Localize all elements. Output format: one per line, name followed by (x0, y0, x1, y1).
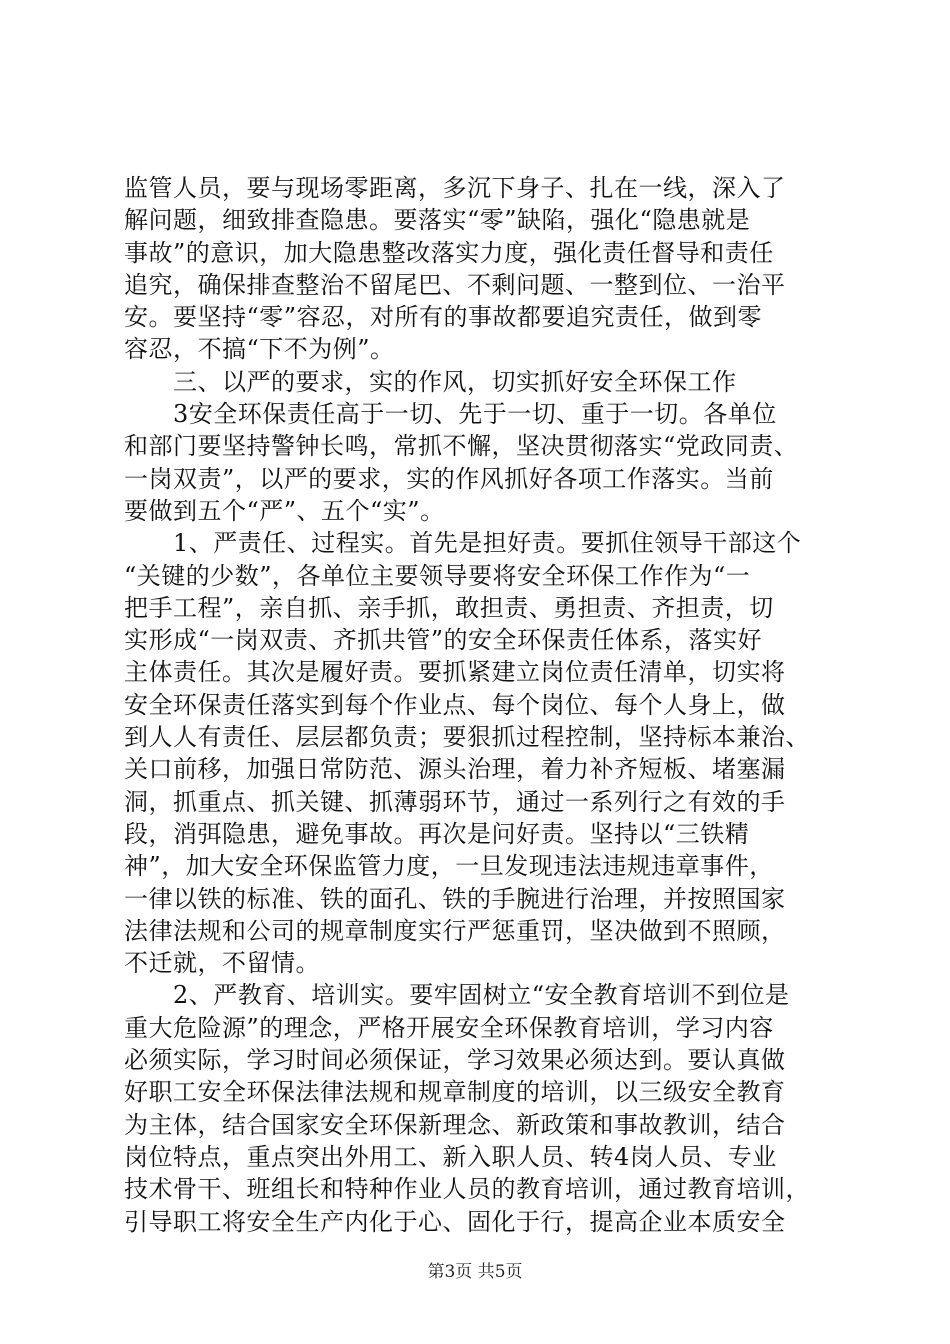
text-line: 技术骨干、班组长和特种作业人员的教育培训，通过教育培训， (124, 1175, 810, 1204)
text-line: 容忍，不搞“下不为例”。 (124, 335, 395, 364)
text-line: 实形成“一岗双责、齐抓共管”的安全环保责任体系，落实好 (124, 626, 763, 655)
text-line: 神”，加大安全环保监管力度，一旦发现违法违规违章事件， (124, 852, 774, 881)
text-line: 要做到五个“严”、五个“实”。 (124, 496, 445, 525)
text-line: 段，消弭隐患，避免事故。再次是问好责。坚持以“三铁精 (124, 819, 750, 848)
text-line: 到人人有责任、层层都负责；要狠抓过程控制，坚持标本兼治、 (124, 723, 810, 752)
text-line: 法律法规和公司的规章制度实行严惩重罚，坚决做到不照顾， (124, 916, 786, 945)
text-line: 安。要坚持“零”容忍，对所有的事故都要追究责任，做到零 (124, 303, 763, 332)
text-line: 好职工安全环保法律法规和规章制度的培训，以三级安全教育 (124, 1078, 786, 1107)
text-line: 监管人员，要与现场零距离，多沉下身子、扎在一线，深入了 (124, 174, 786, 202)
text-line: 2、严教育、培训实。要牢固树立“安全教育培训不到位是 (124, 981, 790, 1010)
text-line: 洞，抓重点、抓关键、抓薄弱环节，通过一系列行之有效的手 (124, 787, 786, 816)
text-line: 1、严责任、过程实。首先是担好责。要抓住领导干部这个 (124, 529, 802, 558)
text-line: 主体责任。其次是履好责。要抓紧建立岗位责任清单，切实将 (124, 658, 786, 687)
section-heading: 三、以严的要求，实的作风，切实抓好安全环保工作 (124, 367, 737, 396)
text-line: 必须实际，学习时间必须保证，学习效果必须达到。要认真做 (124, 1046, 786, 1075)
text-line: 岗位特点，重点突出外用工、新入职人员、转4岗人员、专业 (124, 1142, 777, 1171)
text-line: 和部门要坚持警钟长鸣，常抓不懈，坚决贯彻落实“党政同责、 (124, 432, 799, 461)
text-line: 重大危险源”的理念，严格开展安全环保教育培训，学习内容 (124, 1013, 774, 1042)
body-text (124, 172, 844, 1238)
text-line: “关键的少数”，各单位主要领导要将安全环保工作作为“一 (124, 561, 751, 590)
text-line: 为主体，结合国家安全环保新理念、新政策和事故教训，结合 (124, 1110, 786, 1139)
text-line: 一律以铁的标准、铁的面孔、铁的手腕进行治理，并按照国家 (124, 884, 786, 913)
text-line: 安全环保责任落实到每个作业点、每个岗位、每个人身上，做 (124, 690, 786, 719)
page-footer: 第3页 共5页 (427, 1262, 523, 1282)
text-line: 追究，确保排查整治不留尾巴、不剩问题、一整到位、一治平 (124, 270, 786, 299)
text-line: 解问题，细致排查隐患。要落实“零”缺陷，强化“隐患就是 (124, 206, 751, 235)
text-line: 引导职工将安全生产内化于心、固化于行，提高企业本质安全 (124, 1207, 786, 1236)
text-line: 关口前移，加强日常防范、源头治理，着力补齐短板、堵塞漏 (124, 755, 786, 784)
text-line: 把手工程”，亲自抓、亲手抓，敢担责、勇担责、齐担责，切 (124, 593, 774, 622)
text-line: 事故”的意识，加大隐患整改落实力度，强化责任督导和责任 (124, 238, 774, 267)
text-line: 3安全环保责任高于一切、先于一切、重于一切。各单位 (124, 400, 777, 429)
text-line: 不迁就，不留情。 (124, 949, 320, 978)
text-line: 一岗双责”，以严的要求，实的作风抓好各项工作落实。当前 (124, 464, 774, 493)
